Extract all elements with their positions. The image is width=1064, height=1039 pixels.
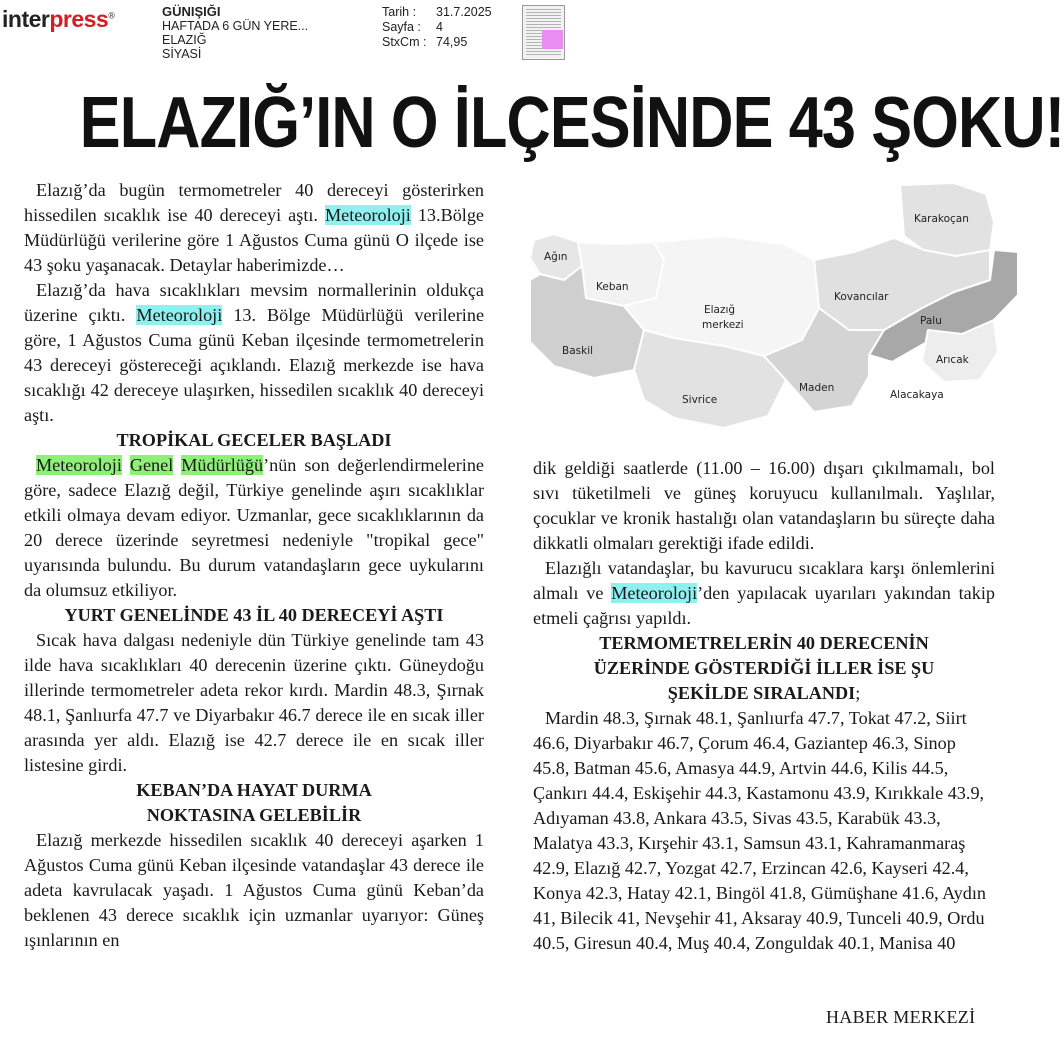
map-label-kovancilar: Kovancılar (834, 291, 889, 303)
map-label-merkez-line2: merkezi (702, 319, 744, 331)
text-run: ŞEKİLDE SIRALANDI (667, 683, 856, 703)
publication-frequency: HAFTADA 6 GÜN YERE... (162, 19, 309, 33)
map-label-alacakaya: Alacakaya (890, 389, 944, 401)
paragraph-keban-forecast (24, 278, 484, 428)
date-label: Tarih : (382, 5, 417, 19)
paragraph-citizens (533, 556, 995, 631)
map-label-keban: Keban (596, 281, 629, 293)
page-thumbnail[interactable] (522, 5, 565, 60)
subheading-province-list-line3 (533, 681, 995, 706)
article-byline: HABER MERKEZİ (826, 1007, 976, 1027)
text-run: 13. Bölge Müdürlüğü verilerine göre, 1 Ağustos Cuma günü Keban ilçesinde termometrelerin 43 dereceyi göstereceği açıklandı. Elazığ merkezde ise hava sıcaklığı 42 dereceye ulaşırken, hissedilen sıcaklık 40 dereceyi aştı. (24, 305, 485, 425)
map-region-keban (578, 242, 664, 306)
article-headline: ELAZIĞ’IN O İLÇESİNDE 43 ŞOKU! (79, 83, 1064, 163)
logo-part-inter: inter (2, 6, 50, 32)
page-label: Sayfa : (382, 20, 421, 34)
map-label-aricak: Arıcak (936, 354, 969, 366)
article-column-left (24, 178, 484, 953)
highlight-meteoroloji: Meteoroloji (611, 583, 698, 603)
map-label-merkez-line1: Elazığ (704, 304, 736, 316)
subheading-keban-line1: KEBAN’DA HAYAT DURMA (136, 780, 372, 800)
text-run: Elazığ’da bugün termometreler 40 dereceyi gösterirken hissedilen sıcaklık ise 40 dereceyi aştı. (24, 180, 484, 225)
map-label-sivrice: Sivrice (682, 394, 718, 406)
subheading-province-list-line1: TERMOMETRELERİN 40 DERECENİN (599, 633, 929, 653)
paragraph-warning-continued: dik geldiği saatlerde (11.00 – 16.00) dışarı çıkılmamalı, bol sıvı tüketilmeli ve güneş koruyucu kullanılmalı. Yaşlılar, çocuklar ve kronik hastalığı olan vatandaşların bu süreçte daha dikkatli olmaları gerektiği ifade edildi. (533, 458, 995, 553)
map-label-agin: Ağın (544, 251, 568, 263)
size-row (382, 35, 492, 50)
map-label-baskil: Baskil (562, 345, 594, 357)
date-value: 31.7.2025 (436, 5, 492, 19)
subheading-province-list-line2: ÜZERİNDE GÖSTERDİĞİ İLLER İSE ŞU (593, 658, 935, 678)
text-run: Elazığ’da hava sıcaklıkları mevsim normallerinin oldukça üzerine çıktı. (24, 280, 484, 325)
highlight-meteoroloji: Meteoroloji (324, 205, 411, 225)
map-label-palu: Palu (920, 315, 942, 327)
subheading-43-provinces: YURT GENELİNDE 43 İL 40 DERECEYİ AŞTI (64, 605, 444, 625)
publication-name: GÜNIŞIĞI (162, 4, 221, 19)
date-row (382, 5, 492, 20)
highlight-meteoroloji: Meteoroloji (136, 305, 223, 325)
thumbnail-article-marker (542, 30, 563, 49)
interpress-logo (2, 6, 114, 33)
map-label-maden: Maden (799, 382, 835, 394)
text-run: Elazığlı vatandaşlar, bu kavurucu sıcaklara karşı önlemlerini almalı ve (533, 558, 995, 603)
size-label: StxCm : (382, 35, 427, 49)
highlight-mudurlugu: Müdürlüğü (181, 455, 264, 475)
highlight-genel: Genel (129, 455, 174, 475)
text-run: 13.Bölge Müdürlüğü verilerine göre 1 Ağustos Cuma günü O ilçede ise 43 şoku yaşanacak. Detaylar haberimizde… (24, 205, 485, 275)
map-label-karakocan: Karakoçan (914, 213, 969, 225)
text-run: ’nün son değerlendirmelerine göre, sadece Elazığ değil, Türkiye genelinde aşırı sıcaklıklar etkili olmaya devam ediyor. Uzmanlar, gece sıcaklıklarının da 20 derece üzerinde seyretmesi nedeniyle "tropikal gece" uyarısında bulundu. Bu durum vatandaşların gece uykularını da olumsuz etkiliyor. (24, 455, 484, 600)
paragraph-intro (24, 178, 484, 278)
subheading-keban-line2: NOKTASINA GELEBİLİR (146, 805, 362, 825)
elazig-district-map (524, 180, 1020, 432)
logo-registered: ® (108, 10, 115, 21)
text-run: ; (855, 683, 861, 703)
paragraph-tropical-nights (24, 453, 484, 603)
subheading-tropical-nights: TROPİKAL GECELER BAŞLADI (116, 430, 392, 450)
publication-city: ELAZIĞ (162, 33, 207, 47)
page-row (382, 20, 492, 35)
paragraph-keban-warning: Elazığ merkezde hissedilen sıcaklık 40 dereceyi aşarken 1 Ağustos Cuma günü Keban ilçesinde vatandaşlar 43 derece ile adeta kavrulacak yaşadı. 1 Ağustos Cuma günü Keban’da beklenen 43 derece sıcaklık için uzmanlar uyarıyor: Güneş ışınlarının en (24, 830, 484, 950)
article-column-right (533, 456, 995, 956)
publication-info (162, 5, 308, 61)
highlight-meteoroloji: Meteoroloji (36, 455, 122, 475)
size-value: 74,95 (436, 35, 468, 49)
publication-section: SİYASİ (162, 47, 202, 61)
paragraph-43-provinces: Sıcak hava dalgası nedeniyle dün Türkiye genelinde tam 43 ilde hava sıcaklıkları 40 derecenin üzerine çıktı. Güneydoğu illerinde termometreler adeta rekor kırdı. Mardin 48.3, Şırnak 48.1, Şanlıurfa 47.7 ve Diyarbakır 46.7 derece ile en sıcak iller arasında yer aldı. Elazığ ise 42.7 derece ile en sıcak iller listesine girdi. (24, 630, 484, 775)
text-run: ’den yapılacak uyarıları yakından takip etmeli çağrısı yapıldı. (533, 583, 995, 628)
paragraph-province-list: Mardin 48.3, Şırnak 48.1, Şanlıurfa 47.7, Tokat 47.2, Siirt 46.6, Diyarbakır 46.7, Çorum 46.4, Gaziantep 46.3, Sinop 45.8, Batman 45.6, Amasya 44.9, Artvin 44.6, Kilis 44.5, Çankırı 44.4, Eskişehir 44.3, Kastamonu 43.9, Kırıkkale 43.9, Adıyaman 43.8, Ankara 43.5, Sivas 43.5, Karabük 43.3, Malatya 43.3, Kırşehir 43.1, Samsun 43.1, Kahramanmaraş 42.9, Elazığ 42.7, Yozgat 42.7, Erzincan 42.6, Kayseri 42.4, Konya 42.3, Hatay 42.1, Bingöl 41.8, Gümüşhane 41.6, Aydın 41, Bilecik 41, Nevşehir 41, Aksaray 40.9, Tunceli 40.9, Ordu 40.5, Giresun 40.4, Muş 40.4, Zonguldak 40.1, Manisa 40 (533, 708, 986, 953)
logo-part-press: press (49, 6, 109, 32)
clipping-meta (382, 5, 492, 50)
page-value: 4 (436, 20, 443, 34)
